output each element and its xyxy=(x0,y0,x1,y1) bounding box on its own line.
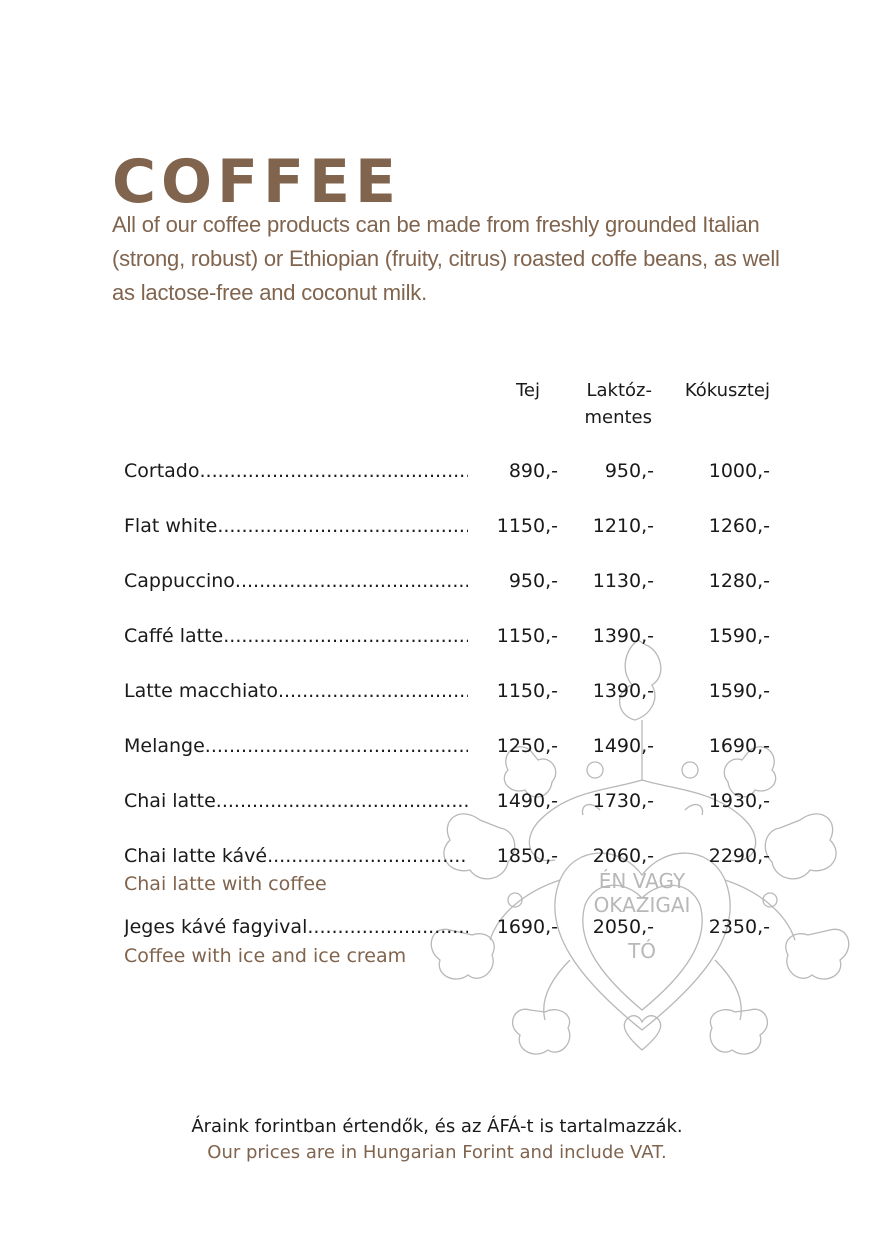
item-name: Chai latte xyxy=(124,790,216,812)
price-laktozmentes: 2060,- xyxy=(592,845,654,867)
menu-row-jeges-kave xyxy=(124,912,774,942)
price-tej: 890,- xyxy=(508,460,558,482)
column-header-laktozmentes xyxy=(560,377,652,431)
price-kokusztej: 1930,- xyxy=(708,790,770,812)
price-laktozmentes: 1390,- xyxy=(592,625,654,647)
item-name: Cappuccino xyxy=(124,570,235,592)
item-name: Cortado xyxy=(124,460,200,482)
column-header-tej: Tej xyxy=(515,380,540,401)
column-header-laktozmentes-line2: mentes xyxy=(584,407,652,428)
item-name: Flat white xyxy=(124,515,218,537)
menu-row-latte-macchiato xyxy=(124,676,774,706)
price-kokusztej: 1590,- xyxy=(708,625,770,647)
price-kokusztej: 1690,- xyxy=(708,735,770,757)
leader-dots xyxy=(199,456,468,486)
leader-dots xyxy=(278,676,468,706)
item-name: Latte macchiato xyxy=(124,680,278,702)
item-name: Chai latte kávé xyxy=(124,845,268,867)
price-kokusztej: 1260,- xyxy=(708,515,770,537)
price-note-hungarian: Áraink forintban értendők, és az ÁFÁ-t is tartalmazzák. xyxy=(191,1116,683,1137)
price-note xyxy=(0,1114,874,1166)
leader-dots xyxy=(217,511,468,541)
watermark-text-line1: ÉN VAGY xyxy=(598,869,686,893)
menu-row-caffe-latte xyxy=(124,621,774,651)
page-title: COFFEE xyxy=(112,147,401,218)
leader-dots xyxy=(307,912,468,942)
leader-dots xyxy=(205,731,468,761)
price-laktozmentes: 950,- xyxy=(604,460,654,482)
leader-dots xyxy=(235,566,468,596)
leader-dots xyxy=(223,621,468,651)
price-tej: 1150,- xyxy=(496,680,558,702)
column-header-laktozmentes-line1: Laktóz- xyxy=(586,380,652,401)
price-kokusztej: 1000,- xyxy=(708,460,770,482)
item-subtitle: Chai latte with coffee xyxy=(124,873,327,895)
price-tej: 1150,- xyxy=(496,625,558,647)
price-tej: 1150,- xyxy=(496,515,558,537)
menu-row-flat-white xyxy=(124,511,774,541)
intro-text: All of our coffee products can be made from freshly grounded Italian (strong, robust) or Ethiopian (fruity, citrus) roasted coffe beans, as well as lactose-free and coconut milk. xyxy=(112,212,780,305)
price-laktozmentes: 1490,- xyxy=(592,735,654,757)
price-laktozmentes: 1210,- xyxy=(592,515,654,537)
price-laktozmentes: 1730,- xyxy=(592,790,654,812)
item-name: Melange xyxy=(124,735,205,757)
item-name: Caffé latte xyxy=(124,625,224,647)
price-tej: 1690,- xyxy=(496,916,558,938)
price-laktozmentes: 1390,- xyxy=(592,680,654,702)
price-laktozmentes: 1130,- xyxy=(592,570,654,592)
menu-row-melange xyxy=(124,731,774,761)
menu-row-chai-latte xyxy=(124,786,774,816)
watermark-text-line2: OKAZIGAI xyxy=(593,893,691,917)
column-header-kokusztej: Kókusztej xyxy=(684,380,770,401)
price-tej: 1250,- xyxy=(496,735,558,757)
price-kokusztej: 1280,- xyxy=(708,570,770,592)
price-note-english: Our prices are in Hungarian Forint and include VAT. xyxy=(207,1142,667,1163)
item-name: Jeges kávé fagyival xyxy=(124,916,308,938)
price-tej: 1490,- xyxy=(496,790,558,812)
price-tej: 1850,- xyxy=(496,845,558,867)
price-laktozmentes: 2050,- xyxy=(592,916,654,938)
menu-row-cortado xyxy=(124,456,774,486)
menu-row-chai-latte-kave xyxy=(124,841,774,871)
leader-dots xyxy=(216,786,468,816)
leader-dots xyxy=(267,841,468,871)
watermark-text-line3: TÓ xyxy=(628,939,656,963)
price-kokusztej: 1590,- xyxy=(708,680,770,702)
price-kokusztej: 2290,- xyxy=(708,845,770,867)
item-subtitle: Coffee with ice and ice cream xyxy=(124,945,407,967)
price-tej: 950,- xyxy=(508,570,558,592)
menu-row-cappuccino xyxy=(124,566,774,596)
price-kokusztej: 2350,- xyxy=(708,916,770,938)
